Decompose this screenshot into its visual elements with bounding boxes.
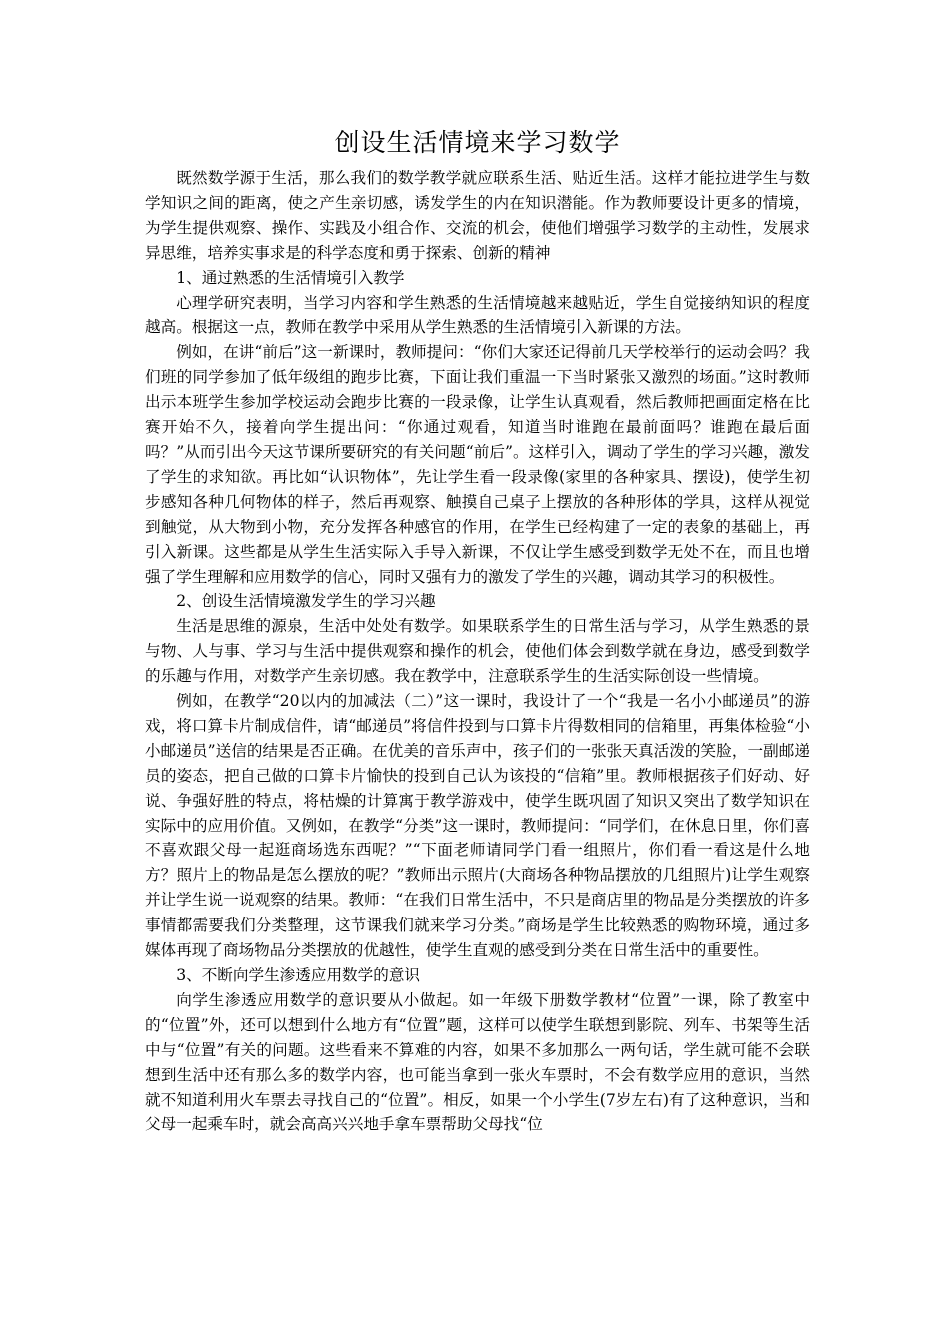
body-paragraph: 心理学研究表明，当学习内容和学生熟悉的生活情境越来越贴近，学生自觉接纳知识的程度越高。根据这一点，教师在教学中采用从学生熟悉的生活情境引入新课的方法。 [145,293,810,337]
section-heading-2: 2、创设生活情境激发学生的学习兴趣 [176,592,436,611]
body-paragraph: 例如，在教学“20以内的加减法（二）”这一课时，我设计了一个“我是一名小小邮递员”的游戏，将口算卡片制成信件，请“邮递员”将信件投到与口算卡片得数相同的信箱里，再集体检验“小小邮递员”送信的结果是否正确。在优美的音乐声中，孩子们的一张张天真活泼的笑脸，一副邮递员的姿态，把自己做的口算卡片愉快的投到自己认为该投的“信箱”里。教师根据孩子们好动、好说、争强好胜的特点，将枯燥的计算寓于教学游戏中，使学生既巩固了知识又突出了数学知识在实际中的应用价值。又例如，在教学“分类”这一课时，教师提问：“同学们，在休息日里，你们喜不喜欢跟父母一起逛商场选东西呢？”“下面老师请同学门看一组照片，你们看一看这是什么地方？照片上的物品是怎么摆放的呢？”教师出示照片(大商场各种物品摆放的几组照片)让学生观察并让学生说一说观察的结果。教师：“在我们日常生活中，不只是商店里的物品是分类摆放的许多事情都需要我们分类整理，这节课我们就来学习分类。”商场是学生比较熟悉的购物环境，通过多媒体再现了商场物品分类摆放的优越性，使学生直观的感受到分类在日常生活中的重要性。 [145,692,810,960]
body-paragraph: 向学生渗透应用数学的意识要从小做起。如一年级下册数学教材“位置”一课，除了教室中的“位置”外，还可以想到什么地方有“位置”题，这样可以使学生联想到影院、列车、书架等生活中与“位置”有关的问题。这些看来不算难的内容，如果不多加那么一两句话，学生就可能不会联想到生活中还有那么多的数学内容，也可能当拿到一张火车票时，不会有数学应用的意识，当然就不知道利用火车票去寻找自己的“位置”。相反，如果一个小学生(7岁左右)有了这种意识，当和父母一起乘车时，就会高高兴兴地手拿车票帮助父母找“位 [145,990,810,1134]
body-paragraph: 例如，在讲“前后”这一新课时，教师提问：“你们大家还记得前几天学校举行的运动会吗？我们班的同学参加了低年级组的跑步比赛，下面让我们重温一下当时紧张又激烈的场面。”这时教师出示本班学生参加学校运动会跑步比赛的一段录像，让学生认真观看，然后教师把画面定格在比赛开始不久，接着向学生提出问：“你通过观看，知道当时谁跑在最前面吗？谁跑在最后面吗？”从而引出今天这节课所要研究的有关问题“前后”。这样引入，调动了学生的学习兴趣，激发了学生的求知欲。再比如“认识物体”，先让学生看一段录像(家里的各种家具、摆设)，使学生初步感知各种几何物体的样子，然后再观察、触摸自己桌子上摆放的各种形体的学具，这样从视觉到触觉，从大物到小物，充分发挥各种感官的作用，在学生已经构建了一定的表象的基础上，再引入新课。这些都是从学生生活实际入手导入新课，不仅让学生感受到数学无处不在，而且也增强了学生理解和应用数学的信心，同时又强有力的激发了学生的兴趣，调动其学习的积极性。 [145,343,810,586]
document-page [145,126,810,1137]
section-heading-1: 1、通过熟悉的生活情境引入教学 [176,268,405,287]
section-heading-3: 3、不断向学生渗透应用数学的意识 [176,966,421,984]
body-paragraph: 生活是思维的源泉，生活中处处有数学。如果联系学生的日常生活与学习，从学生熟悉的景与物、人与事、学习与生活中提供观察和操作的机会，使他们体会到数学就在身边，感受到数学的乐趣与作用，对数学产生亲切感。我在教学中，注意联系学生的生活实际创设一些情境。 [145,617,810,686]
document-title: 创设生活情境来学习数学 [334,128,621,157]
intro-paragraph: 既然数学源于生活，那么我们的数学教学就应联系生活、贴近生活。这样才能拉进学生与数学知识之间的距离，使之产生亲切感，诱发学生的内在知识潜能。作为教师要设计更多的情境，为学生提供观察、操作、实践及小组合作、交流的机会，使他们增强学习数学的主动性，发展求异思维，培养实事求是的科学态度和勇于探索、创新的精神 [145,169,810,262]
